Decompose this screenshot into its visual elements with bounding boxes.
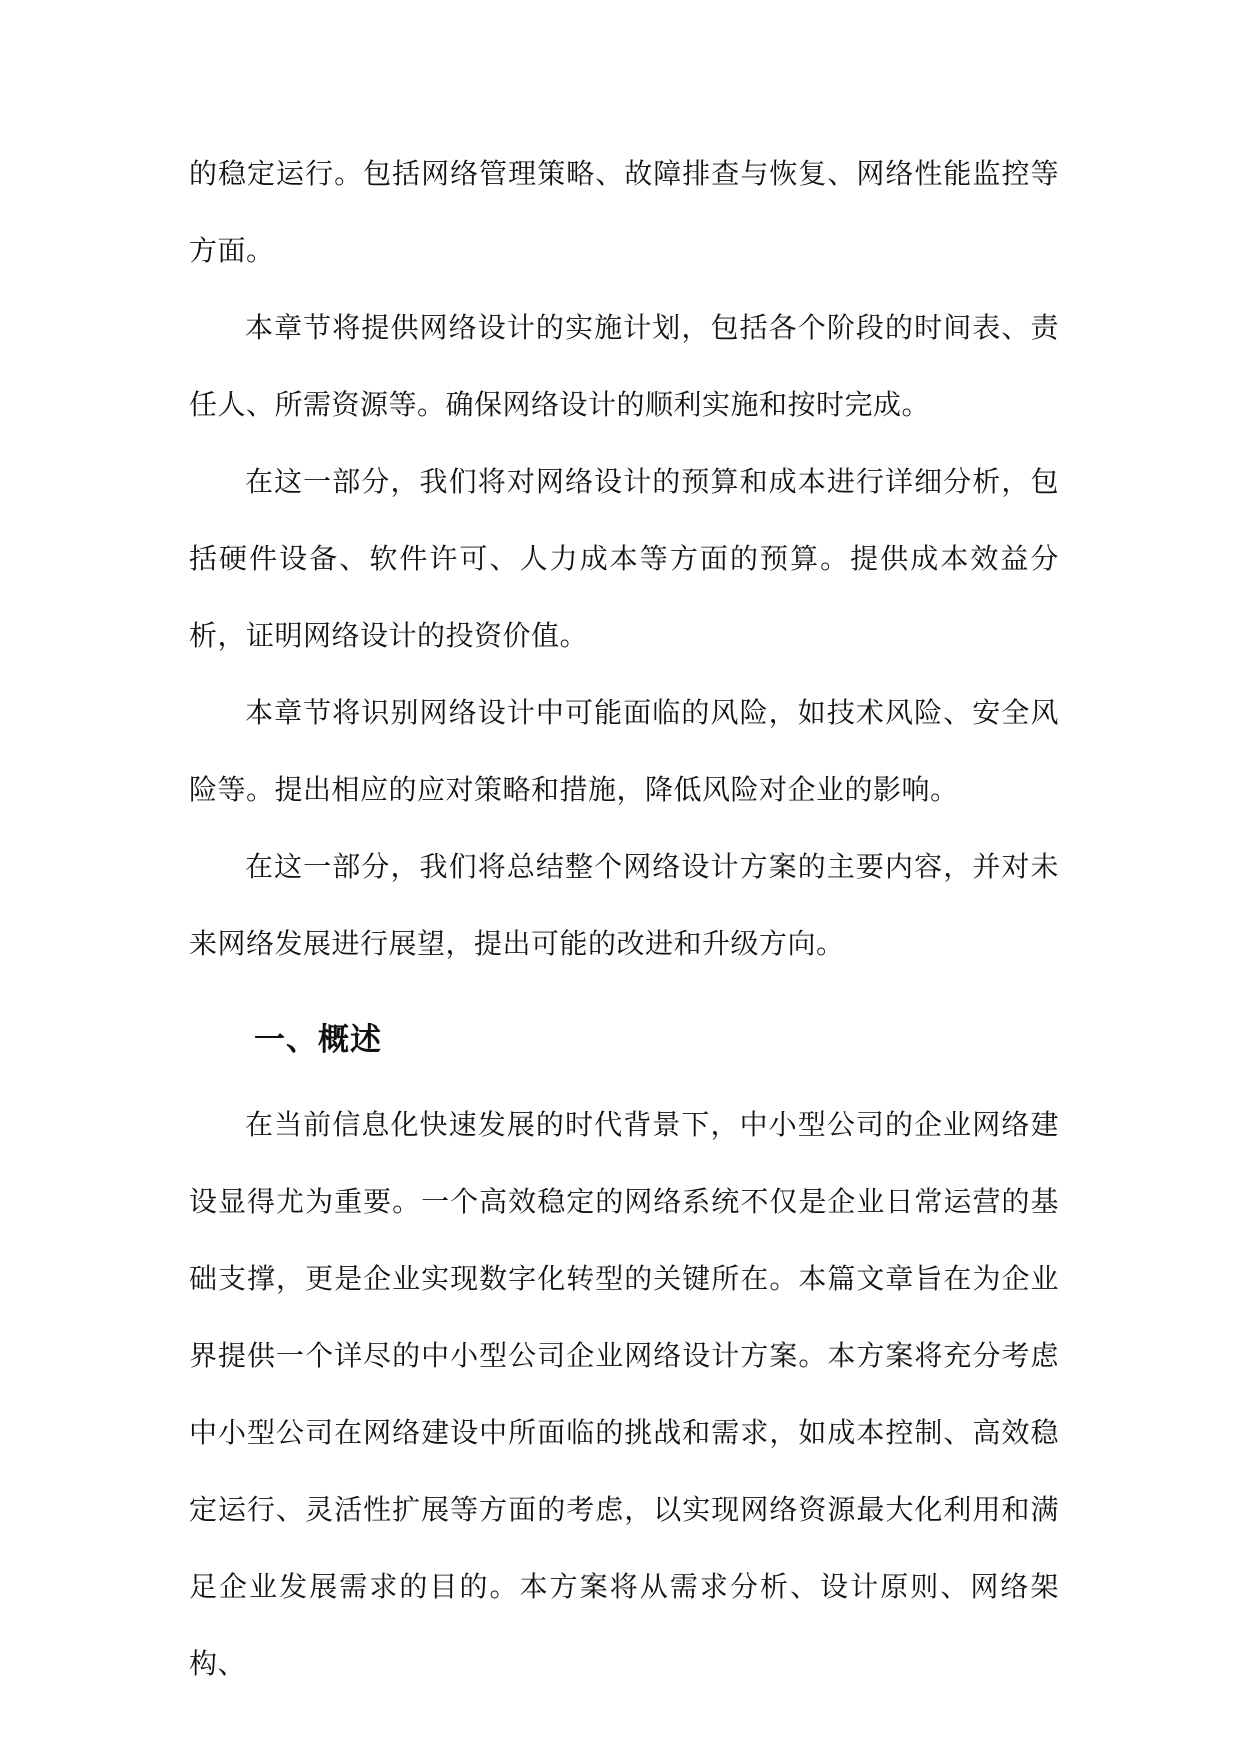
paragraph-conclusion: 在这一部分，我们将总结整个网络设计方案的主要内容，并对未来网络发展进行展望，提出可能的改进和升级方向。 <box>189 850 1059 960</box>
body-text-top <box>189 135 1059 982</box>
paragraph-implementation-plan: 本章节将提供网络设计的实施计划，包括各个阶段的时间表、责任人、所需资源等。确保网络设计的顺利实施和按时完成。 <box>189 311 1059 421</box>
paragraph-budget-analysis: 在这一部分，我们将对网络设计的预算和成本进行详细分析，包括硬件设备、软件许可、人力成本等方面的预算。提供成本效益分析，证明网络设计的投资价值。 <box>189 465 1059 652</box>
paragraph-overview: 在当前信息化快速发展的时代背景下，中小型公司的企业网络建设显得尤为重要。一个高效稳定的网络系统不仅是企业日常运营的基础支撑，更是企业实现数字化转型的关键所在。本篇文章旨在为企业界提供一个详尽的中小型公司企业网络设计方案。本方案将充分考虑中小型公司在网络建设中所面临的挑战和需求，如成本控制、高效稳定运行、灵活性扩展等方面的考虑，以实现网络资源最大化利用和满足企业发展需求的目的。本方案将从需求分析、设计原则、网络架构、 <box>189 1108 1059 1680</box>
paragraph-network-management: 的稳定运行。包括网络管理策略、故障排查与恢复、网络性能监控等方面。 <box>189 157 1059 267</box>
paragraph-risk-assessment: 本章节将识别网络设计中可能面临的风险，如技术风险、安全风险等。提出相应的应对策略和措施，降低风险对企业的影响。 <box>189 696 1059 806</box>
section-heading-overview: 一、概述 <box>254 1022 382 1058</box>
body-text-bottom <box>189 1086 1059 1702</box>
